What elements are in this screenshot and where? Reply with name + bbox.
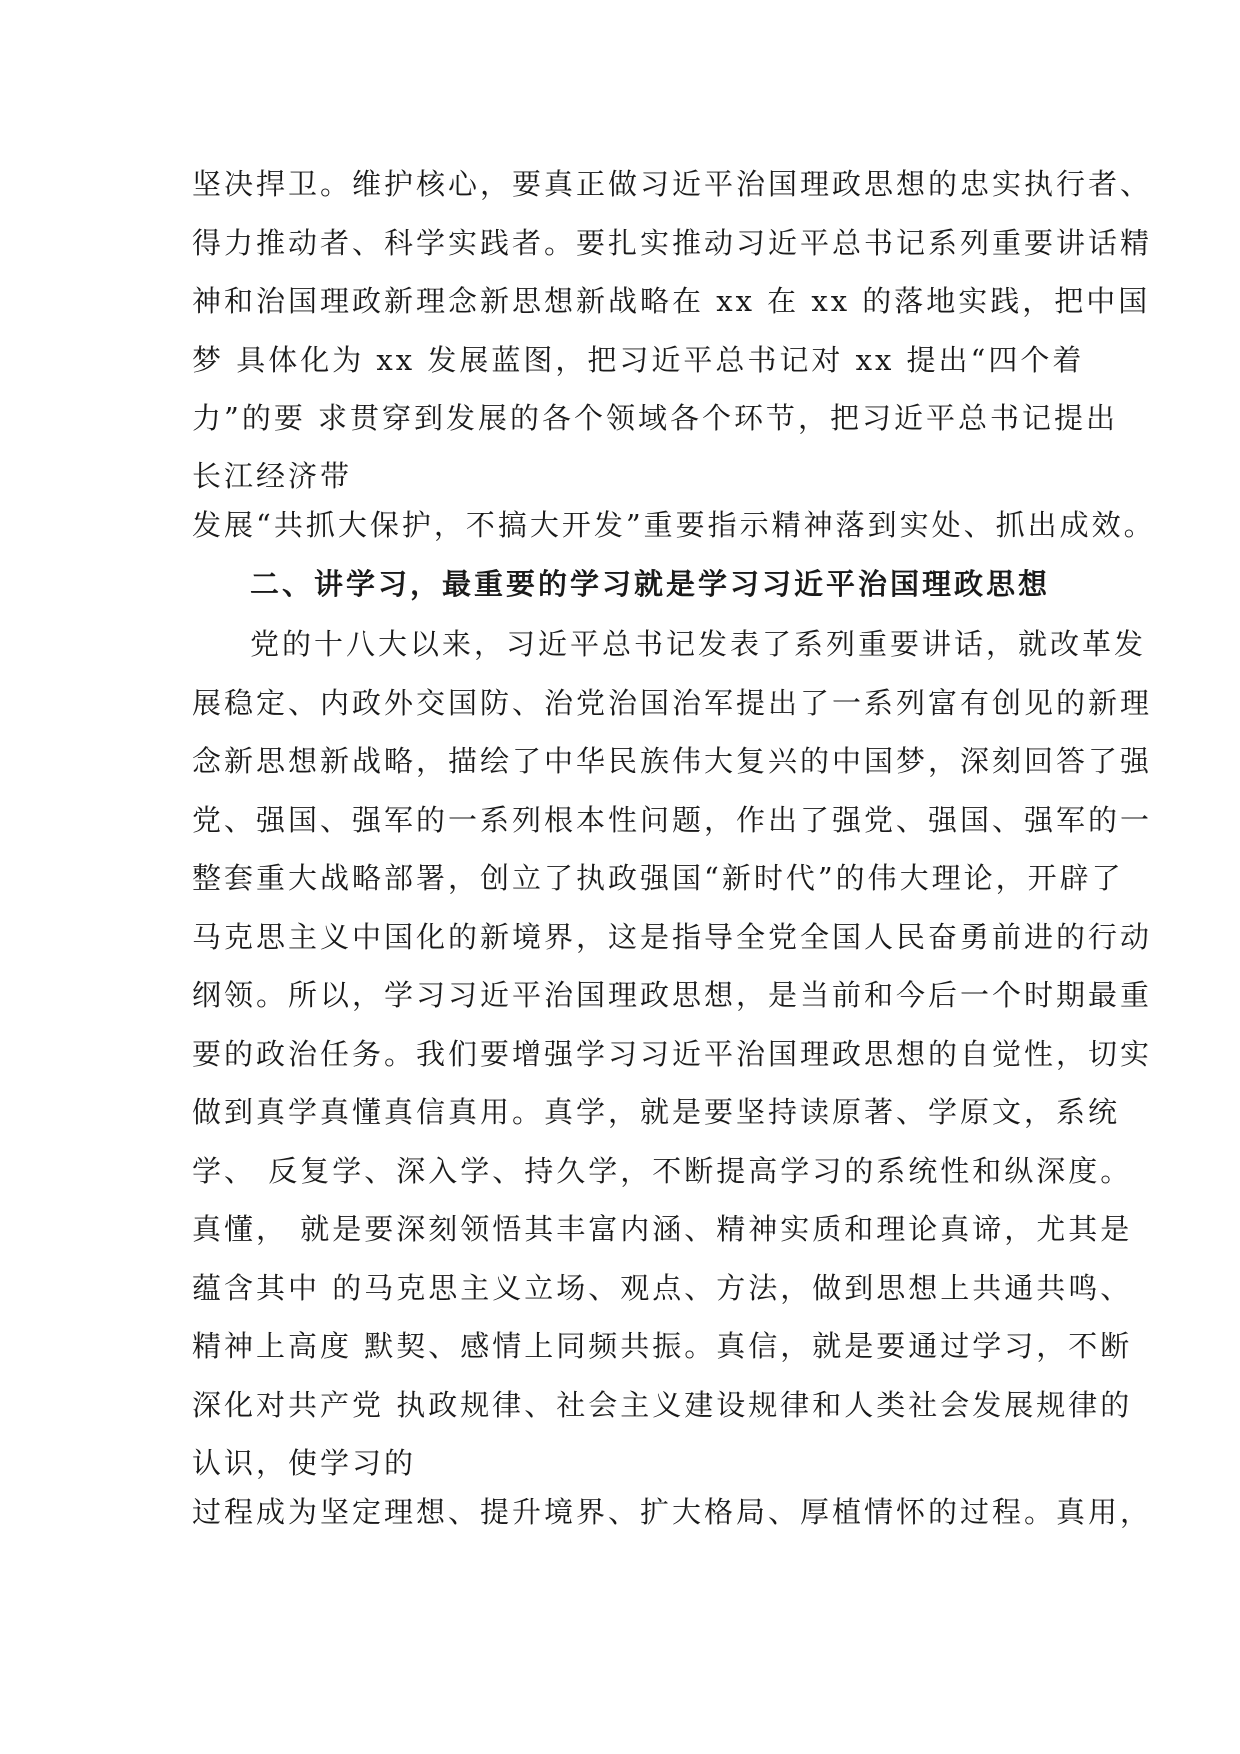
section-heading: 二、讲学习，最重要的学习就是学习习近平治国理政思想 [250, 567, 1051, 601]
para2-line-6: 马克思主义中国化的新境界，这是指导全党全国人民奋勇前进的行动 [192, 920, 1153, 954]
para2-line-15: 认识，使学习的 [192, 1446, 417, 1480]
para2-line-1: 党的十八大以来，习近平总书记发表了系列重要讲话，就改革发 [250, 627, 1147, 661]
para1-line-7: 发展“共抓大保护，不搞大开发”重要指示精神落到实处、抓出成效。 [192, 508, 1156, 542]
para2-line-12: 蕴含其中 的马克思主义立场、观点、方法，做到思想上共通共鸣、 [192, 1271, 1133, 1305]
para2-line-8: 要的政治任务。我们要增强学习习近平治国理政思想的自觉性，切实 [192, 1037, 1153, 1071]
para2-line-10: 学、 反复学、深入学、持久学，不断提高学习的系统性和纵深度。 [192, 1154, 1133, 1188]
para1-line-5: 力”的要 求贯穿到发展的各个领域各个环节，把习近平总书记提出 [192, 401, 1119, 435]
para1-line-1: 坚决捍卫。维护核心，要真正做习近平治国理政思想的忠实执行者、 [192, 167, 1153, 201]
para2-line-4: 党、强国、强军的一系列根本性问题，作出了强党、强国、强军的一 [192, 803, 1153, 837]
para2-line-13: 精神上高度 默契、感情上同频共振。真信，就是要通过学习，不断 [192, 1329, 1133, 1363]
para2-line-3: 念新思想新战略，描绘了中华民族伟大复兴的中国梦，深刻回答了强 [192, 744, 1153, 778]
para1-line-2: 得力推动者、科学实践者。要扎实推动习近平总书记系列重要讲话精 [192, 226, 1153, 260]
para2-line-16: 过程成为坚定理想、提升境界、扩大格局、厚植情怀的过程。真用， [192, 1495, 1153, 1529]
para2-line-7: 纲领。所以，学习习近平治国理政思想，是当前和今后一个时期最重 [192, 978, 1153, 1012]
para2-line-9: 做到真学真懂真信真用。真学，就是要坚持读原著、学原文，系统 [192, 1095, 1121, 1129]
para1-line-6: 长江经济带 [192, 459, 353, 493]
para2-line-14: 深化对共产党 执政规律、社会主义建设规律和人类社会发展规律的 [192, 1388, 1133, 1422]
para2-line-5: 整套重大战略部署，创立了执政强国“新时代”的伟大理论，开辟了 [192, 861, 1124, 895]
para1-line-4: 梦 具体化为 xx 发展蓝图，把习近平总书记对 xx 提出“四个着 [192, 343, 1085, 377]
para2-line-11: 真懂， 就是要深刻领悟其丰富内涵、精神实质和理论真谛，尤其是 [192, 1212, 1133, 1246]
para2-line-2: 展稳定、内政外交国防、治党治国治军提出了一系列富有创见的新理 [192, 686, 1153, 720]
para1-line-3: 神和治国理政新理念新思想新战略在 xx 在 xx 的落地实践，把中国 [192, 284, 1151, 318]
